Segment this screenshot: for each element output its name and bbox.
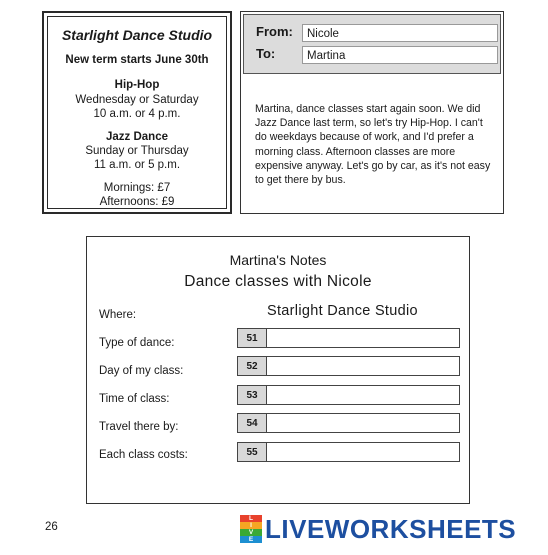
advert-subtitle: New term starts June 30th bbox=[65, 54, 209, 66]
question-number-53: 53 bbox=[237, 385, 267, 405]
answer-box-53[interactable] bbox=[266, 385, 460, 405]
liveworksheets-logo[interactable] bbox=[240, 512, 516, 546]
advert-title: Starlight Dance Studio bbox=[61, 27, 213, 43]
question-number-51: 51 bbox=[237, 328, 267, 348]
question-label-52: Day of my class: bbox=[99, 365, 184, 377]
email-body: Martina, dance classes start again soon. We did Jazz Dance last term, so let's try Hip-Hop. I can't do weekdays because of work, and I'd prefer a morning class. Afternoon classes are more expensive anyway. Let's go by car, as it's not easy to get there by bus. bbox=[255, 103, 491, 187]
jazz-days: Sunday or Thursday bbox=[85, 145, 189, 157]
from-field: Nicole bbox=[302, 24, 498, 42]
price-mornings: Mornings: £7 bbox=[103, 182, 171, 194]
dance-studio-advert bbox=[42, 11, 232, 214]
question-number-55: 55 bbox=[237, 442, 267, 462]
to-field: Martina bbox=[302, 46, 498, 64]
answer-box-52[interactable] bbox=[266, 356, 460, 376]
price-afternoons: Afternoons: £9 bbox=[99, 196, 175, 208]
jazz-heading: Jazz Dance bbox=[105, 131, 168, 143]
question-label-54: Travel there by: bbox=[99, 421, 179, 433]
email-header bbox=[243, 14, 501, 74]
page-number: 26 bbox=[45, 521, 58, 533]
advert-inner-border bbox=[47, 16, 227, 209]
from-label: From: bbox=[256, 24, 293, 39]
question-label-53: Time of class: bbox=[99, 393, 170, 405]
question-label-51: Type of dance: bbox=[99, 337, 175, 349]
notes-subtitle: Dance classes with Nicole bbox=[184, 273, 372, 290]
email-message bbox=[240, 11, 504, 214]
hiphop-days: Wednesday or Saturday bbox=[75, 94, 199, 106]
jazz-times: 11 a.m. or 5 p.m. bbox=[93, 159, 181, 171]
live-letter-l: L bbox=[240, 515, 262, 522]
answer-box-55[interactable] bbox=[266, 442, 460, 462]
question-label-55: Each class costs: bbox=[99, 449, 188, 461]
answer-box-51[interactable] bbox=[266, 328, 460, 348]
live-letter-i: I bbox=[240, 522, 262, 529]
live-letter-e: E bbox=[240, 536, 262, 543]
to-label: To: bbox=[256, 46, 276, 61]
hiphop-times: 10 a.m. or 4 p.m. bbox=[93, 108, 181, 120]
logo-text: LIVEWORKSHEETS bbox=[265, 513, 517, 544]
answer-box-54[interactable] bbox=[266, 413, 460, 433]
live-badge-icon bbox=[240, 515, 262, 543]
hiphop-heading: Hip-Hop bbox=[114, 79, 160, 91]
question-number-54: 54 bbox=[237, 413, 267, 433]
where-value: Starlight Dance Studio bbox=[267, 303, 418, 319]
notes-title: Martina's Notes bbox=[229, 252, 327, 268]
martinas-notes bbox=[86, 236, 470, 504]
live-letter-v: V bbox=[240, 529, 262, 536]
where-label: Where: bbox=[99, 309, 137, 321]
question-number-52: 52 bbox=[237, 356, 267, 376]
